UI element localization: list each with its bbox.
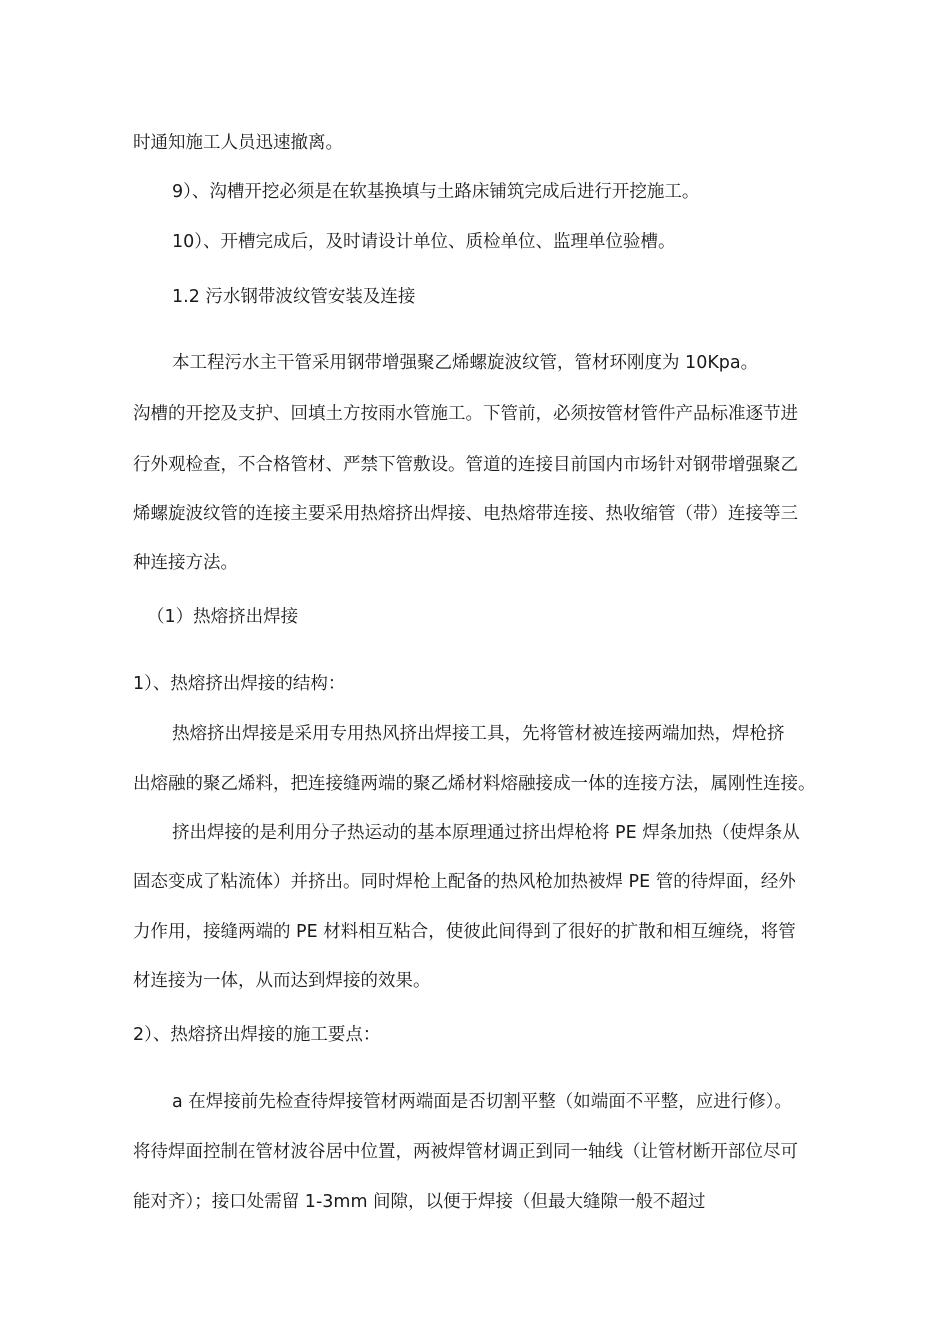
text-line: 本工程污水主干管采用钢带增强聚乙烯螺旋波纹管，管材环刚度为 10Kpa。	[172, 353, 759, 373]
text-line: 材连接为一体，从而达到焊接的效果。	[133, 971, 431, 991]
text-line: 2）、热熔挤出焊接的施工要点：	[133, 1025, 381, 1045]
text-line: 种连接方法。	[133, 553, 238, 573]
text-line: 行外观检查，不合格管材、严禁下管敷设。管道的连接目前国内市场针对钢带增强聚乙	[133, 455, 798, 475]
text-line: 出熔融的聚乙烯料，把连接缝两端的聚乙烯材料熔融接成一体的连接方法，属刚性连接。	[133, 774, 816, 794]
subsection-heading: （1）热熔挤出焊接	[147, 607, 299, 627]
text-line: 1）、热熔挤出焊接的结构：	[133, 674, 346, 694]
text-line: 沟槽的开挖及支护、回填土方按雨水管施工。下管前，必须按管材管件产品标准逐节进	[133, 404, 798, 424]
text-line: 将待焊面控制在管材波谷居中位置，两被焊管材调正到同一轴线（让管材断开部位尽可	[133, 1142, 798, 1162]
text-line: 能对齐）；接口处需留 1-3mm 间隙，以便于焊接（但最大缝隙一般不超过	[133, 1192, 706, 1212]
text-line: 10）、开槽完成后，及时请设计单位、质检单位、监理单位验槽。	[172, 232, 676, 252]
text-line: 热熔挤出焊接是采用专用热风挤出焊接工具，先将管材被连接两端加热，焊枪挤	[172, 724, 785, 744]
text-line: 9）、沟槽开挖必须是在软基换填与土路床铺筑完成后进行开挖施工。	[172, 182, 700, 202]
text-line: 时通知施工人员迅速撤离。	[133, 133, 343, 153]
text-line: 固态变成了粘流体）并挤出。同时焊枪上配备的热风枪加热被焊 PE 管的待焊面，经外	[133, 872, 796, 892]
section-heading: 1.2 污水钢带波纹管安装及连接	[172, 287, 416, 307]
text-line: a 在焊接前先检查待焊接管材两端面是否切割平整（如端面不平整，应进行修）。	[172, 1092, 793, 1112]
text-line: 挤出焊接的是利用分子热运动的基本原理通过挤出焊枪将 PE 焊条加热（使焊条从	[172, 823, 800, 843]
text-line: 力作用，接缝两端的 PE 材料相互粘合，使彼此间得到了很好的扩散和相互缠绕，将管	[133, 922, 796, 942]
text-line: 烯螺旋波纹管的连接主要采用热熔挤出焊接、电热熔带连接、热收缩管（带）连接等三	[133, 504, 798, 524]
